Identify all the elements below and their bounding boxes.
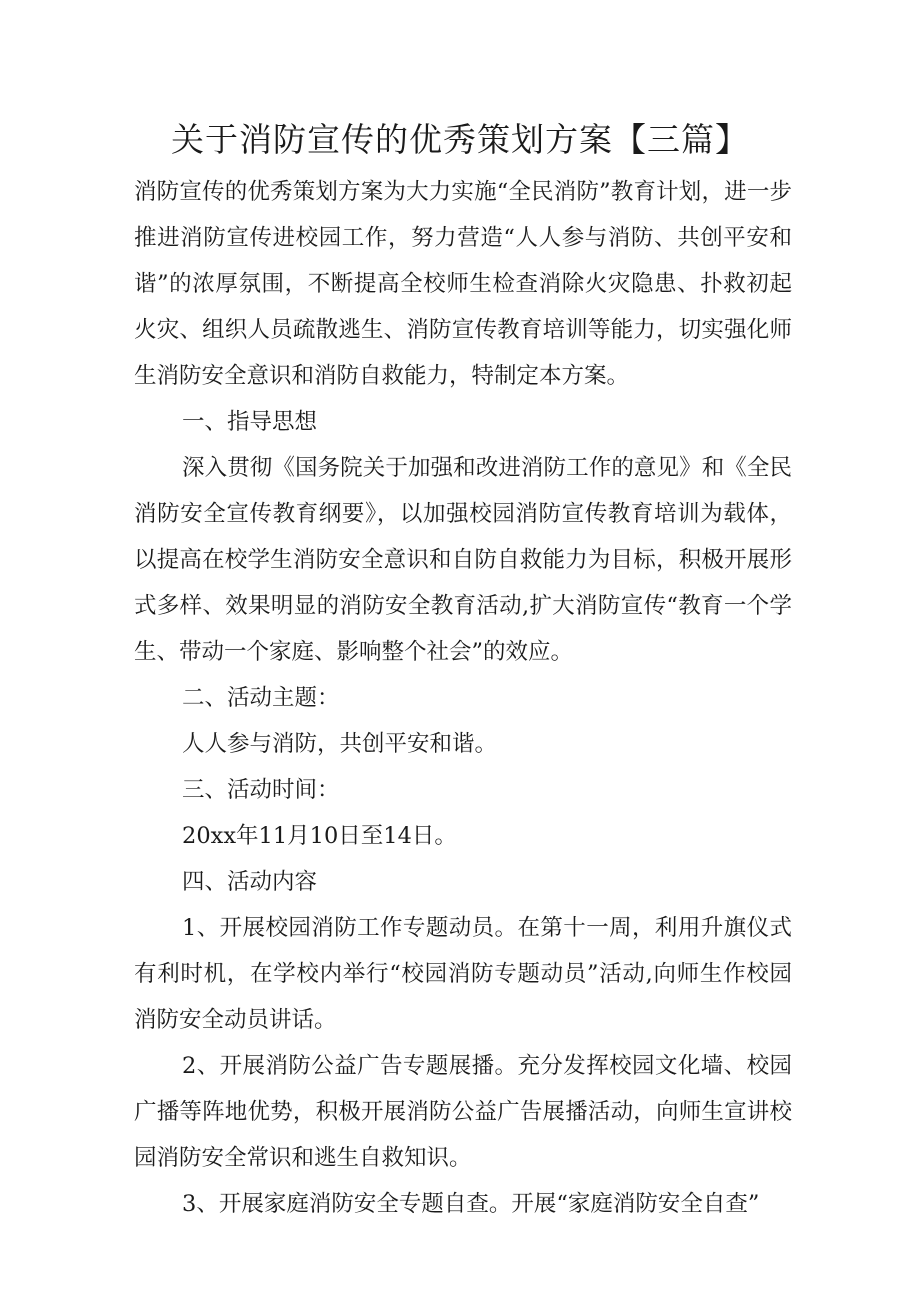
content-item-2: 2、开展消防公益广告专题展播。充分发挥校园文化墙、校园广播等阵地优势，积极开展消防公益广告展播活动，向师生宣讲校园消防安全常识和逃生自救知识。	[134, 1053, 792, 1171]
section-heading-activity-content: 四、活动内容	[182, 869, 318, 895]
activity-theme-paragraph: 人人参与消防，共创平安和谐。	[182, 731, 498, 757]
guiding-ideology-paragraph: 深入贯彻《国务院关于加强和改进消防工作的意见》和《全民消防安全宣传教育纲要》，以加强校园消防宣传教育培训为载体，以提高在校学生消防安全意识和自防自救能力为目标，积极开展形式多样、效果明显的消防安全教育活动,扩大消防宣传“教育一个学生、带动一个家庭、影响整个社会”的效应。	[134, 455, 792, 665]
document-body	[134, 169, 792, 1227]
section-heading-activity-time: 三、活动时间：	[182, 777, 340, 803]
activity-time-paragraph: 20xx年11月10日至14日。	[182, 823, 457, 849]
section-heading-activity-theme: 二、活动主题：	[182, 685, 340, 711]
document-title: 关于消防宣传的优秀策划方案【三篇】	[171, 120, 749, 159]
content-item-3: 3、开展家庭消防安全专题自查。开展“家庭消防安全自查”	[182, 1191, 760, 1217]
content-item-1: 1、开展校园消防工作专题动员。在第十一周，利用升旗仪式有利时机，在学校内举行“校园消防专题动员”活动,向师生作校园消防安全动员讲话。	[134, 915, 792, 1033]
intro-paragraph: 消防宣传的优秀策划方案为大力实施“全民消防”教育计划，进一步推进消防宣传进校园工作，努力营造“人人参与消防、共创平安和谐”的浓厚氛围，不断提高全校师生检查消除火灾隐患、扑救初起火灾、组织人员疏散逃生、消防宣传教育培训等能力，切实强化师生消防安全意识和消防自救能力，特制定本方案。	[134, 179, 792, 389]
section-heading-guiding-ideology: 一、指导思想	[182, 409, 318, 435]
